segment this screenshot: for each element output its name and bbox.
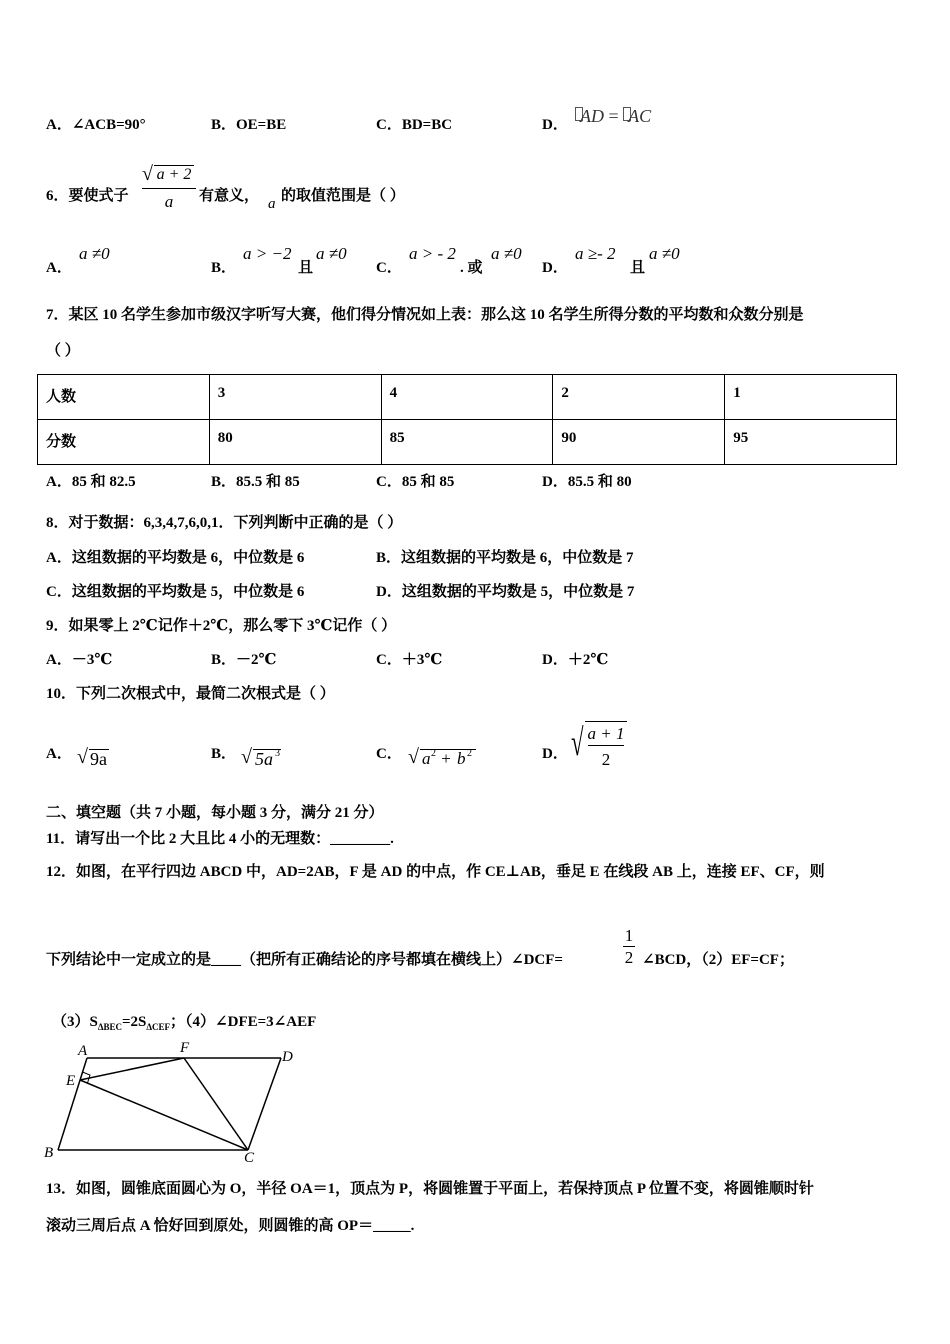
q5-option-d-math: AD = AC <box>575 107 651 125</box>
q8-stem: 8．对于数据：6,3,4,7,6,0,1．下列判断中正确的是（ ） <box>46 515 403 531</box>
sqrt-sign-icon: √ <box>571 722 584 764</box>
q8-option-a: A．这组数据的平均数是 6，中位数是 6 <box>46 550 305 566</box>
q10-option-a-math: 9a <box>90 749 107 769</box>
q13-line2: 滚动三周后点 A 恰好回到原处，则圆锥的高 OP＝_____. <box>46 1218 415 1234</box>
q8-option-b: B．这组数据的平均数是 6，中位数是 7 <box>376 550 634 566</box>
q6-option-b-math2: a ≠0 <box>316 244 347 263</box>
table-cell: 2 <box>553 375 725 420</box>
table-cell: 1 <box>725 375 897 420</box>
q6-option-d-math2: a ≠0 <box>649 244 680 263</box>
q6-option-d-join: 且 <box>630 260 646 276</box>
q6-option-b-math1: a > −2 <box>243 244 292 263</box>
q12-line2: 下列结论中一定成立的是____（把所有正确结论的序号都填在横线上）∠DCF= <box>46 952 563 968</box>
table-cell: 4 <box>381 375 553 420</box>
q6-option-b-join: 且 <box>298 260 314 276</box>
point-label-b: B <box>44 1145 54 1161</box>
parallelogram-figure <box>38 1038 308 1166</box>
table-cell: 90 <box>553 420 725 465</box>
q10-option-c-plus: + <box>437 749 456 768</box>
q6-var: a <box>268 196 276 212</box>
q9-stem: 9．如果零上 2℃记作＋2℃，那么零下 3℃记作（ ） <box>46 618 397 634</box>
q6-prefix: 6．要使式子 <box>46 188 129 204</box>
table-cell: 80 <box>209 420 381 465</box>
segment-ef <box>80 1058 184 1080</box>
sqrt-sign-icon: √ <box>142 163 153 185</box>
q6-option-b-label: B． <box>211 260 237 276</box>
q10-option-c-exponent-a: 2 <box>431 748 436 759</box>
q5-option-c: C．BD=BC <box>376 117 453 133</box>
q6-option-c-join: . 或 <box>460 260 483 276</box>
q12-line1: 12．如图，在平行四边 ABCD 中，AD=2AB，F 是 AD 的中点，作 CE⊥AB，垂足 E 在线段 AB 上，连接 EF、CF，则 <box>46 864 825 880</box>
q6-option-c-math2: a ≠0 <box>491 244 522 263</box>
q12-frac-numerator: 1 <box>624 926 634 945</box>
sqrt-sign-icon: √ <box>77 746 88 768</box>
point-label-f: F <box>180 1040 190 1056</box>
table-cell: 分数 <box>38 420 210 465</box>
sqrt-sign-icon: √ <box>408 746 419 768</box>
point-label-d: D <box>282 1049 293 1065</box>
fraction-bar <box>142 188 196 189</box>
q5-option-b: B．OE=BE <box>211 117 287 133</box>
q10-option-d-denominator: 2 <box>601 750 611 769</box>
table-cell: 人数 <box>38 375 210 420</box>
table-row <box>38 375 897 420</box>
q6-option-a-math: a ≠0 <box>79 244 110 263</box>
q6-option-d-math1: a ≥- 2 <box>575 244 616 263</box>
q10-option-b-exponent: 3 <box>275 748 280 759</box>
q6-denominator: a <box>164 192 174 211</box>
q7-stem-line2: （ ） <box>46 343 80 359</box>
point-label-a: A <box>78 1043 88 1059</box>
q7-option-d: D．85.5 和 80 <box>542 474 632 490</box>
q7-option-a: A．85 和 82.5 <box>46 474 136 490</box>
q10-stem: 10．下列二次根式中，最简二次根式是（ ） <box>46 686 335 702</box>
q9-option-d: D．＋2℃ <box>542 652 609 668</box>
table-cell: 85 <box>381 420 553 465</box>
q8-option-d: D．这组数据的平均数是 5，中位数是 7 <box>376 584 635 600</box>
q10-option-b-label: B． <box>211 746 237 762</box>
table-cell: 3 <box>209 375 381 420</box>
q6-option-c-label: C． <box>376 260 402 276</box>
q10-option-c-math-a: a <box>422 749 431 768</box>
q6-option-c-math1: a > - 2 <box>409 244 456 263</box>
q11-text: 11．请写出一个比 2 大且比 4 小的无理数：________. <box>46 831 394 847</box>
q10-option-a-label: A． <box>46 746 72 762</box>
fraction-bar <box>623 946 635 947</box>
q7-option-b: B．85.5 和 85 <box>211 474 300 490</box>
q6-suffix: 的取值范围是（ ） <box>281 188 405 204</box>
q7-option-c: C．85 和 85 <box>376 474 455 490</box>
segment-dc <box>248 1058 281 1150</box>
sqrt-sign-icon: √ <box>241 746 252 768</box>
q5-option-a: A．∠ACB=90° <box>46 117 146 133</box>
q10-option-b-math: 5a <box>255 749 273 769</box>
q6-mid: 有意义， <box>199 188 260 204</box>
sqrt-bar <box>585 721 627 722</box>
q6-numerator: a + 2 <box>156 166 192 183</box>
q9-option-c: C．＋3℃ <box>376 652 443 668</box>
q9-option-a: A．－3℃ <box>46 652 113 668</box>
q12-frac-denominator: 2 <box>624 948 634 967</box>
q10-option-c-exponent-b: 2 <box>467 748 472 759</box>
q10-option-c-label: C． <box>376 746 402 762</box>
point-label-e: E <box>66 1073 76 1089</box>
q13-line1: 13．如图，圆锥底面圆心为 O，半径 OA＝1，顶点为 P，将圆锥置于平面上，若保持顶点 P 位置不变，将圆锥顺时针 <box>46 1181 814 1197</box>
q7-stem-line1: 7．某区 10 名学生参加市级汉字听写大赛，他们得分情况如上表：那么这 10 名学生所得分数的平均数和众数分别是 <box>46 307 804 323</box>
fraction-bar <box>588 745 624 746</box>
q10-option-c-math-b: b <box>457 749 466 768</box>
q12-line2b: ∠BCD，（2）EF=CF； <box>642 952 794 968</box>
q10-option-d-label: D． <box>542 746 568 762</box>
q5-option-d-label: D． <box>542 117 568 133</box>
q6-option-d-label: D． <box>542 260 568 276</box>
table-cell: 95 <box>725 420 897 465</box>
score-table <box>37 374 897 465</box>
q9-option-b: B．－2℃ <box>211 652 277 668</box>
q6-option-a-label: A． <box>46 260 72 276</box>
table-row <box>38 420 897 465</box>
section-title: 二、填空题（共 7 小题，每小题 3 分，满分 21 分） <box>46 805 384 821</box>
q10-option-d-numerator: a + 1 <box>587 724 625 743</box>
point-label-c: C <box>244 1150 255 1166</box>
q8-option-c: C．这组数据的平均数是 5，中位数是 6 <box>46 584 305 600</box>
q12-line3: $(3)S_{\Delta BEC}=2S_{\Delta CEF}$；（4）∠DFE=3∠AEF <box>52 1014 317 1032</box>
